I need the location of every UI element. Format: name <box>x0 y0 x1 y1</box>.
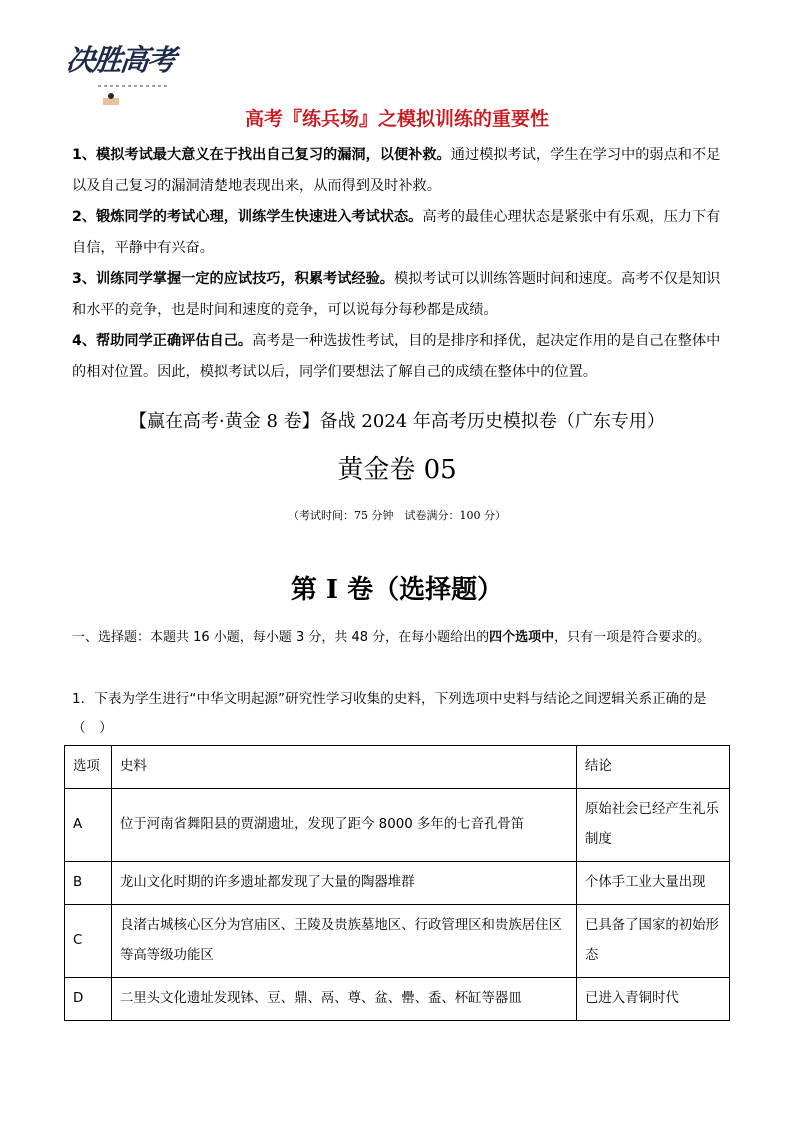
cell-option: A <box>65 789 112 862</box>
header-material: 史料 <box>112 746 577 789</box>
cell-conclusion: 原始社会已经产生礼乐制度 <box>577 789 730 862</box>
paragraph-4-text: 高考是一种选拔性考试，目的是排序和择优，起决定作用的是自己在整体中的相对位置。因此，模拟考试以后，同学们要想法了解自己的成绩在整体中的位置。 <box>72 333 721 380</box>
cell-material: 龙山文化时期的许多遗址都发现了大量的陶器堆群 <box>112 862 577 905</box>
paragraph-3-text: 模拟考试可以训练答题时间和速度。高考不仅是知识和水平的竞争，也是时间和速度的竞争，可以说每分每秒都是成绩。 <box>72 271 721 318</box>
table-row <box>65 789 730 862</box>
paragraph-2-text: 高考的最佳心理状态是紧张中有乐观，压力下有自信，平静中有兴奋。 <box>72 209 721 256</box>
paper-title: 黄金卷 05 <box>337 455 457 485</box>
promo-paragraph-4 <box>72 326 728 388</box>
section-intro-post: ，只有一项是符合要求的。 <box>554 630 711 645</box>
logo-text: 决胜高考 <box>64 43 176 77</box>
cell-conclusion: 已进入青铜时代 <box>577 978 730 1021</box>
question-1-table <box>64 745 730 1021</box>
promo-paragraph-3 <box>72 264 728 326</box>
promo-title: 高考『练兵场』之模拟训练的重要性 <box>244 108 549 130</box>
section-instructions <box>72 623 728 652</box>
cell-conclusion: 个体手工业大量出现 <box>577 862 730 905</box>
table-header-row <box>65 746 730 789</box>
header-conclusion: 结论 <box>577 746 730 789</box>
cell-option: C <box>65 905 112 978</box>
exam-title: 【赢在高考·黄金 8 卷】备战 2024 年高考历史模拟卷（广东专用） <box>129 411 665 432</box>
promo-paragraph-2 <box>72 202 728 264</box>
paragraph-1-bold: 1、模拟考试最大意义在于找出自己复习的漏洞，以便补救。 <box>72 147 451 163</box>
table-row <box>65 905 730 978</box>
section-intro-bold: 四个选项中 <box>489 630 555 645</box>
exam-info: （考试时间：75 分钟 试卷满分：100 分） <box>288 509 506 522</box>
cell-material: 位于河南省舞阳县的贾湖遗址，发现了距今 8000 多年的七音孔骨笛 <box>112 789 577 862</box>
paragraph-4-bold: 4、帮助同学正确评估自己。 <box>72 333 253 349</box>
paragraph-1-text: 通过模拟考试，学生在学习中的弱点和不足以及自己复习的漏洞清楚地表现出来，从而得到及时补救。 <box>72 147 721 194</box>
volume-title: 第 I 卷（选择题） <box>290 575 504 605</box>
paragraph-3-bold: 3、训练同学掌握一定的应试技巧，积累考试经验。 <box>72 271 394 287</box>
cell-option: B <box>65 862 112 905</box>
header-option: 选项 <box>65 746 112 789</box>
table-row <box>65 862 730 905</box>
cell-option: D <box>65 978 112 1021</box>
cell-conclusion: 已具备了国家的初始形态 <box>577 905 730 978</box>
cell-material: 二里头文化遗址发现钵、豆、鼎、鬲、尊、盆、罍、盉、杯缸等器皿 <box>112 978 577 1021</box>
section-intro-pre: 一、选择题：本题共 16 小题，每小题 3 分，共 48 分，在每小题给出的 <box>72 630 490 645</box>
promo-paragraph-1 <box>72 140 728 202</box>
logo-underline-icon <box>98 82 168 90</box>
paragraph-2-bold: 2、锻炼同学的考试心理，训练学生快速进入考试状态。 <box>72 209 423 225</box>
cell-material: 良渚古城核心区分为宫庙区、王陵及贵族墓地区、行政管理区和贵族居住区等高等级功能区 <box>112 905 577 978</box>
table-row <box>65 978 730 1021</box>
publisher-logo <box>66 36 178 106</box>
question-1-stem: 1．下表为学生进行“中华文明起源”研究性学习收集的史料，下列选项中史料与结论之间逻辑关系正确的是（ ） <box>72 691 707 736</box>
